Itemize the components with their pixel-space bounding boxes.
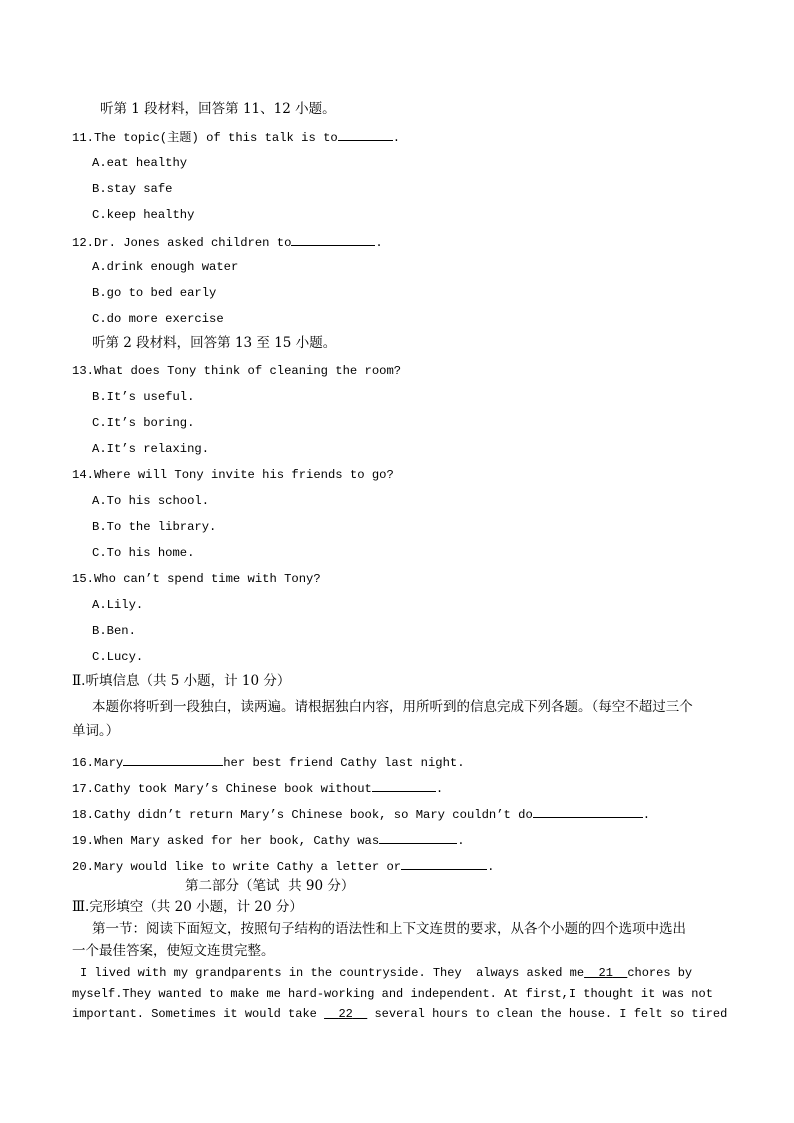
option-11-b: B.stay safe <box>92 182 173 196</box>
answer-blank[interactable] <box>401 857 487 870</box>
option-13-2: C.It’s boring. <box>92 416 195 430</box>
option-15-b: B.Ben. <box>92 624 136 638</box>
listening-intro-1: 听第 1 段材料，回答第 11、12 小题。 <box>100 101 336 117</box>
passage-line-1 <box>80 965 692 981</box>
passage-line-3 <box>72 1006 727 1022</box>
passage-text: chores by <box>627 966 693 980</box>
part-2-title: 第二部分（笔试 共 90 分） <box>185 878 355 894</box>
option-12-c: C.do more exercise <box>92 312 224 326</box>
question-suffix: . <box>642 808 651 822</box>
answer-blank[interactable] <box>123 753 223 766</box>
option-12-a: A.drink enough water <box>92 260 239 274</box>
question-text: 12.Dr. Jones asked children to <box>72 236 292 250</box>
question-19 <box>72 831 465 849</box>
option-12-b: B.go to bed early <box>92 286 217 300</box>
option-15-c: C.Lucy. <box>92 650 144 664</box>
passage-line-2: myself.They wanted to make me hard-working and independent. At first,I thought it was not <box>72 987 713 1001</box>
option-15-a: A.Lily. <box>92 598 144 612</box>
blank-number: 22 <box>338 1007 353 1021</box>
question-suffix: . <box>487 860 495 874</box>
question-20 <box>72 857 494 875</box>
question-15: 15.Who can’t spend time with Tony? <box>72 572 321 586</box>
question-text: 19.When Mary asked for her book, Cathy was <box>72 834 380 848</box>
question-text: 17.Cathy took Mary’s Chinese book without <box>72 782 372 796</box>
blank-21[interactable] <box>584 966 627 980</box>
section-2-title: Ⅱ.听填信息（共 5 小题，计 10 分） <box>72 673 291 689</box>
section-3-title: Ⅲ.完形填空（共 20 小题，计 20 分） <box>72 899 303 915</box>
option-14-a: A.To his school. <box>92 494 210 508</box>
option-14-b: B.To the library. <box>92 520 217 534</box>
option-11-c: C.keep healthy <box>92 208 195 222</box>
option-13-1: B.It’s useful. <box>92 390 195 404</box>
blank-22[interactable] <box>324 1007 367 1021</box>
question-11 <box>72 128 400 146</box>
question-12 <box>72 233 383 251</box>
question-suffix: . <box>375 236 383 250</box>
question-suffix: her best friend Cathy last night. <box>223 756 465 770</box>
blank-number: 21 <box>598 966 613 980</box>
answer-blank[interactable] <box>372 779 436 792</box>
section-3-instructions: 第一节：阅读下面短文，按照句子结构的语法性和上下文连贯的要求，从各个小题的四个选项中选出 <box>92 921 686 937</box>
passage-text: several hours to clean the house. I felt so tired <box>374 1007 728 1021</box>
question-text: 11.The topic(主题) of this talk is to <box>72 131 338 145</box>
question-suffix: . <box>457 834 465 848</box>
section-2-instructions-cont: 单词。） <box>72 723 120 739</box>
option-11-a: A.eat healthy <box>92 156 188 170</box>
question-text: 18.Cathy didn’t return Mary’s Chinese book, so Mary couldn’t do <box>72 808 533 822</box>
answer-blank[interactable] <box>338 128 393 141</box>
listening-intro-2: 听第 2 段材料，回答第 13 至 15 小题。 <box>92 335 337 351</box>
answer-blank[interactable] <box>379 831 457 844</box>
question-17 <box>72 779 443 797</box>
question-18 <box>72 805 650 823</box>
question-text: 16.Mary <box>72 756 124 770</box>
option-14-c: C.To his home. <box>92 546 195 560</box>
question-16 <box>72 753 465 771</box>
section-2-instructions: 本题你将听到一段独白，读两遍。请根据独白内容，用所听到的信息完成下列各题。（每空不超过三个 <box>92 699 693 715</box>
passage-text: I lived with my grandparents in the countryside. They always asked me <box>80 966 585 980</box>
option-13-3: A.It’s relaxing. <box>92 442 210 456</box>
question-13: 13.What does Tony think of cleaning the room? <box>72 364 402 378</box>
passage-text: important. Sometimes it would take <box>72 1007 317 1021</box>
question-14: 14.Where will Tony invite his friends to go? <box>72 468 394 482</box>
section-3-instructions-cont: 一个最佳答案，使短文连贯完整。 <box>72 943 275 959</box>
answer-blank[interactable] <box>291 233 375 246</box>
answer-blank[interactable] <box>533 805 643 818</box>
question-suffix: . <box>392 131 401 145</box>
question-suffix: . <box>435 782 444 796</box>
question-text: 20.Mary would like to write Cathy a letter or <box>72 860 402 874</box>
